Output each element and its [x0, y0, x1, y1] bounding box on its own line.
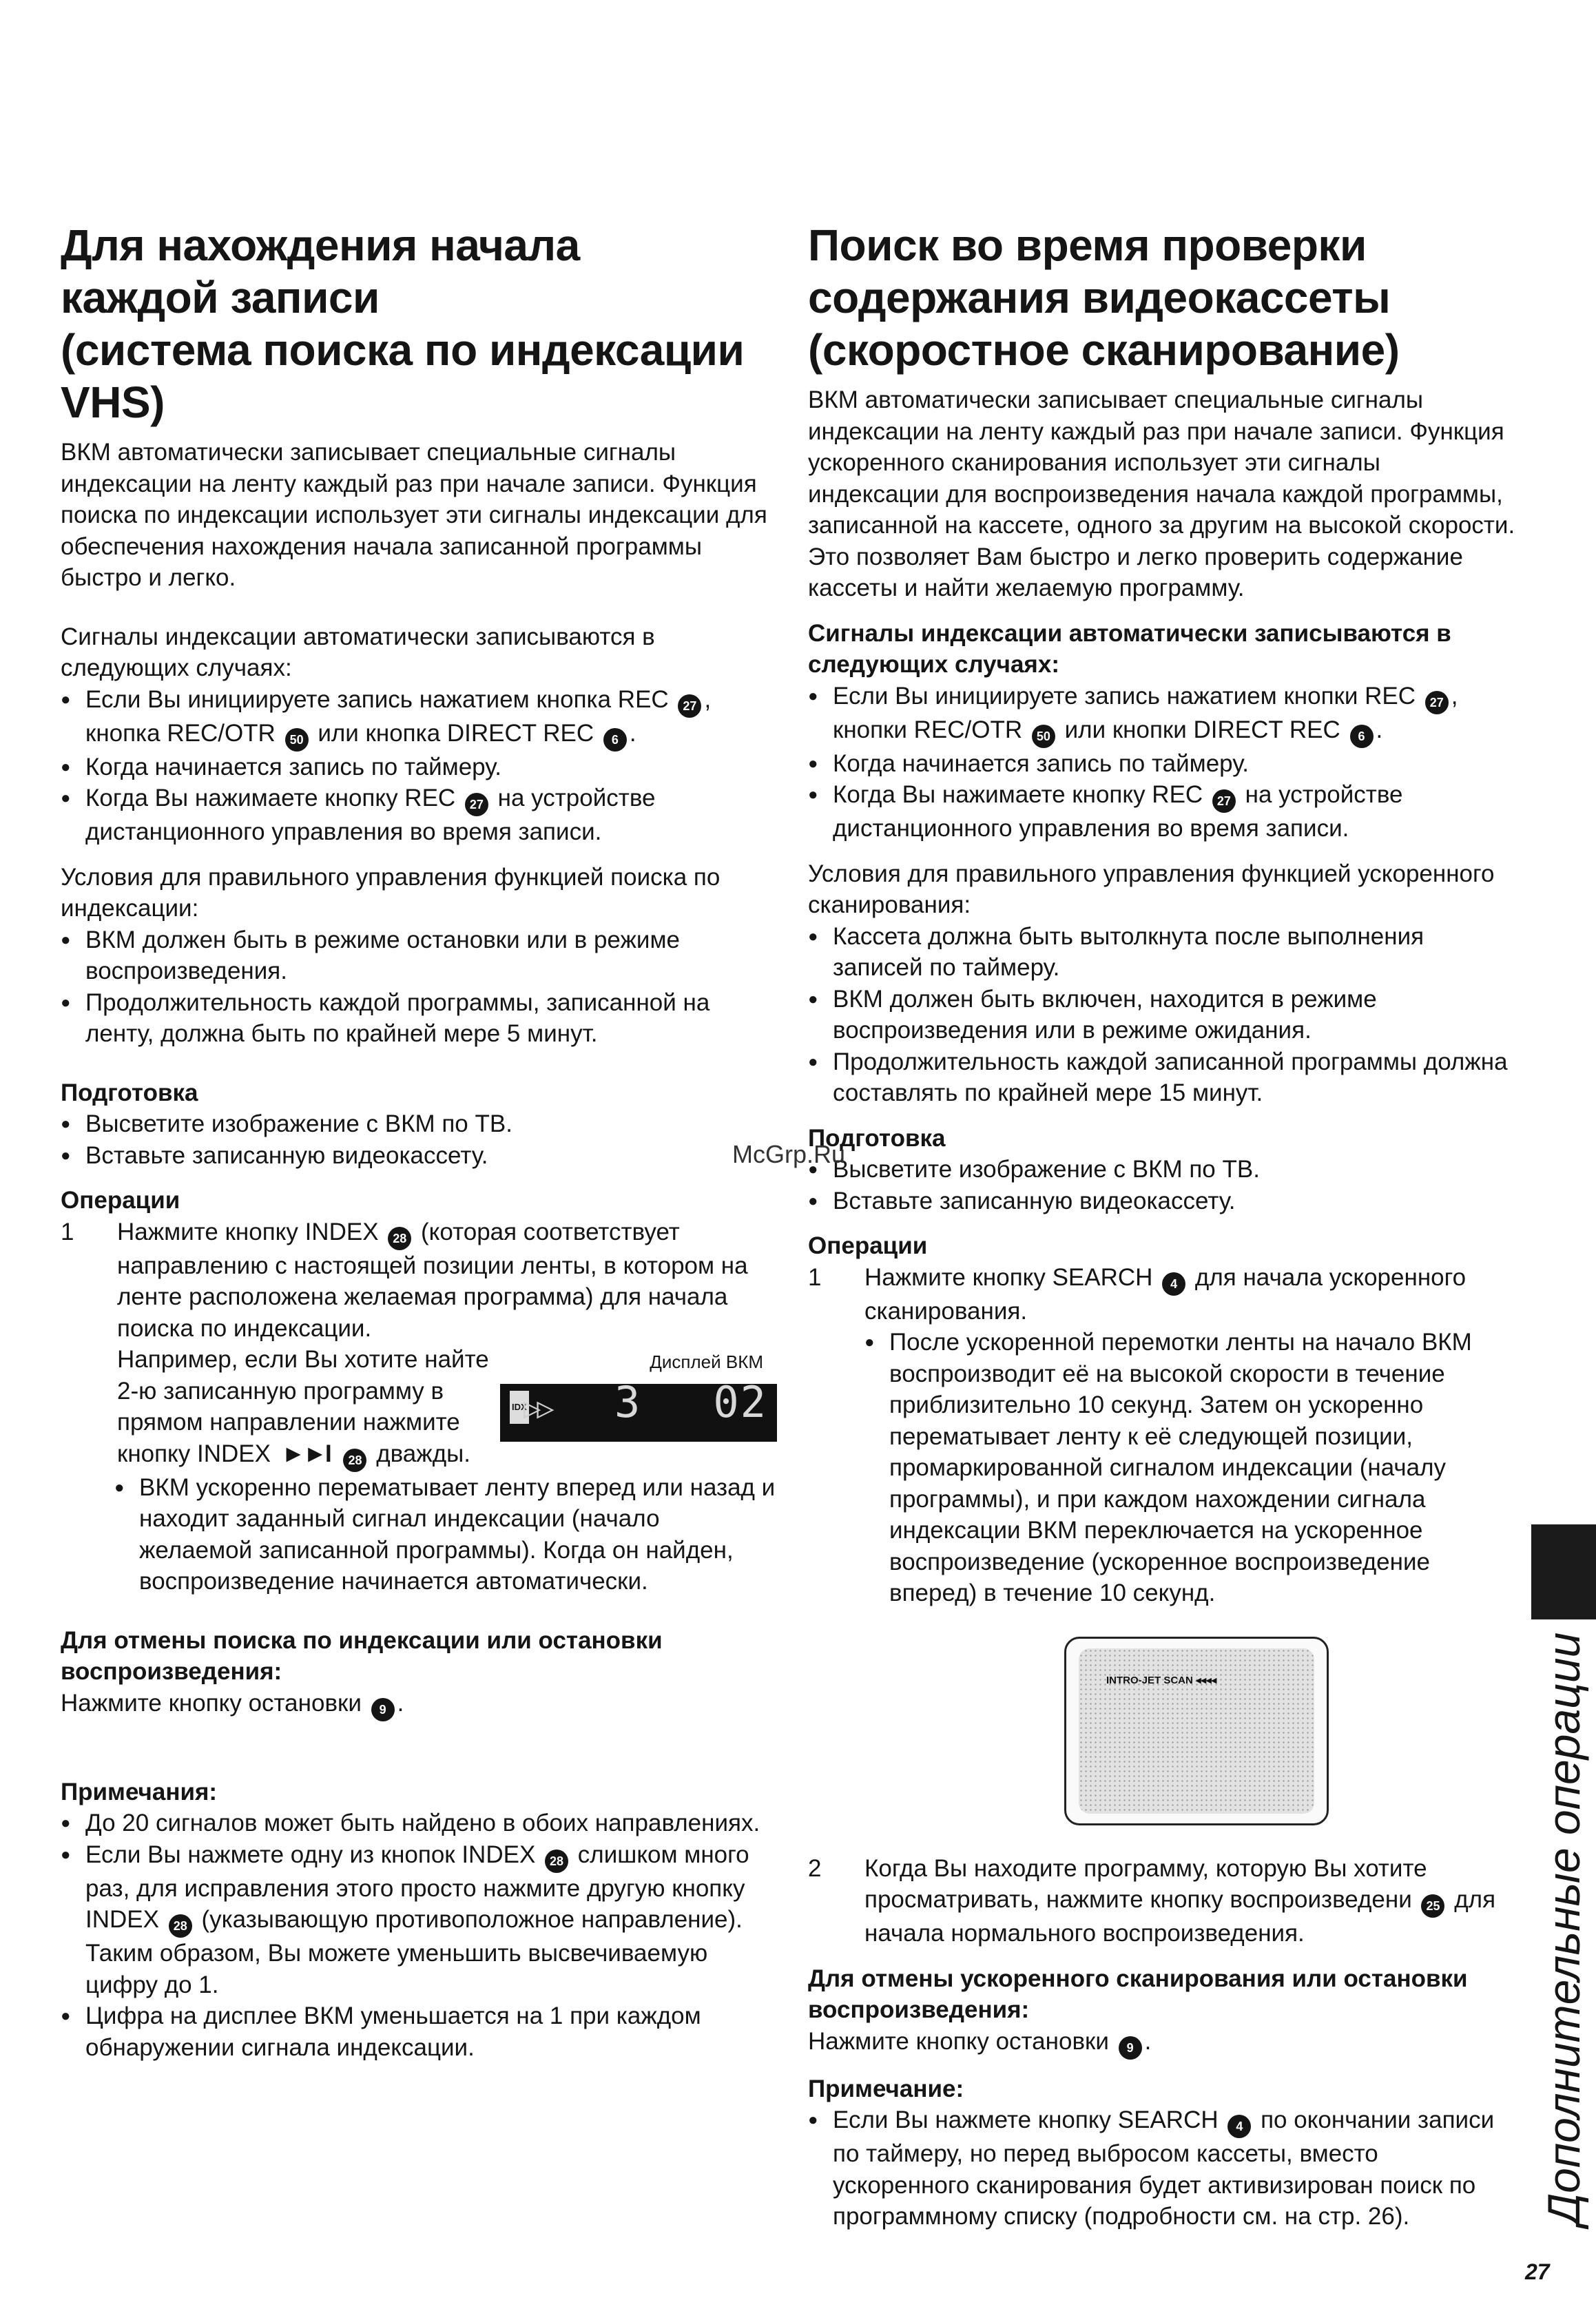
left-column — [61, 219, 777, 2063]
button-marker-icon: 9 — [371, 1698, 395, 1721]
button-marker-icon: 50 — [285, 728, 309, 752]
list-item: ● Высветите изображение с ВКМ по ТВ. — [808, 1154, 1517, 1185]
tv-screen-illustration — [1064, 1637, 1329, 1825]
program-number: 02 — [713, 1377, 767, 1427]
list-item: ● До 20 сигналов может быть найдено в обоих направлениях. — [61, 1808, 777, 1839]
list-item: ● ВКМ должен быть в режиме остановки или в режиме воспроизведения. — [61, 924, 777, 987]
list-item: ● Если Вы инициируете запись нажатием кнопки REC 27 , кнопки REC/OTR 50 или кнопки DIRECT REC 6 . — [808, 681, 1517, 748]
right-ops-heading: Операции — [808, 1232, 928, 1259]
right-intro: ВКМ автоматически записывает специальные сигналы индексации на ленту каждый раз при начале записи. Функция ускоренного сканирования использует эти сигналы индексации для воспроизведения начала каждой программы, записанной на кассете, одного за другим на высокой скорости. Это позволяет Вам быстро и легко проверить содержание кассеты и найти желаемую программу. — [808, 386, 1515, 601]
button-marker-icon: 28 — [343, 1449, 366, 1472]
vcr-display — [500, 1377, 777, 1442]
left-notes-list — [61, 1808, 777, 2063]
left-ops-heading: Операции — [61, 1187, 180, 1214]
list-item: ● Если Вы нажмете кнопку SEARCH 4 по окончании записи по таймеру, но перед выбросом кассеты, вместо ускоренного сканирования будет активизирован поиск по программному списку (подробности см. на стр. 26). — [808, 2104, 1517, 2233]
button-marker-icon: 27 — [678, 694, 701, 718]
right-signals-heading: Сигналы индексации автоматически записываются в следующих случаях: — [808, 619, 1451, 678]
button-marker-icon: 27 — [1212, 789, 1236, 813]
right-signals-list — [808, 681, 1517, 845]
list-item: ● ВКМ должен быть включен, находится в режиме воспроизведения или в режиме ожидания. — [808, 984, 1517, 1046]
right-conditions-intro: Условия для правильного управления функцией ускоренного сканирования: — [808, 860, 1495, 918]
left-signals-list — [61, 684, 777, 848]
watermark: McGrp.Ru — [732, 1140, 846, 1168]
right-step-2: 2 Когда Вы находите программу, которую Вы хотите просматривать, нажмите кнопку воспроизведени 25 для начала нормального воспроизведения. — [808, 1853, 1517, 1949]
button-marker-icon: 25 — [1421, 1894, 1444, 1918]
button-marker-icon: 28 — [388, 1227, 411, 1250]
right-title: Поиск во время проверки содержания видеокассеты (скоростное сканирование) — [808, 220, 1400, 375]
right-conditions-list — [808, 921, 1517, 1109]
list-item: ● Продолжительность каждой программы, записанной на ленту, должна быть по крайней мере 5 минут. — [61, 987, 777, 1050]
right-cancel-text: Нажмите кнопку остановки 9 . — [808, 2026, 1517, 2060]
list-item: ● ВКМ ускоренно перематывает ленту вперед или назад и находит заданный сигнал индексации (начало желаемой записанной программы). Когда он найден, воспроизведение начинается автоматически. — [114, 1472, 777, 1597]
left-conditions-intro: Условия для правильного управления функцией поиска по индексации: — [61, 863, 721, 922]
fast-forward-index-icon: ►►I — [281, 1440, 330, 1467]
step-number: 1 — [61, 1218, 74, 1245]
list-item: ● Цифра на дисплее ВКМ уменьшается на 1 при каждом обнаружении сигнала индексации. — [61, 2000, 777, 2063]
list-item: ● После ускоренной перемотки ленты на начало ВКМ воспроизводит её на высокой скорости в течение приблизительно 10 секунд. Затем он ускоренно перематывает ленту к её следующей позиции, промаркированной сигналом индексации (началу программы), и при каждом нахождении сигнала индексации ВКМ переключается на ускоренное воспроизведение (ускоренное воспроизведение вперед) в течение 10 секунд. — [864, 1327, 1517, 1609]
button-marker-icon: 50 — [1032, 725, 1055, 748]
left-title: Для нахождения начала каждой записи (система поиска по индексации VHS) — [61, 220, 745, 427]
button-marker-icon: 28 — [169, 1914, 192, 1938]
button-marker-icon: 6 — [1350, 725, 1374, 748]
list-item: ● Если Вы нажмете одну из кнопок INDEX 28 слишком много раз, для исправления этого просто нажмите другую кнопку INDEX 28 (указывающую противоположное направление). Таким образом, Вы можете уменьшить высвечиваемую цифру до 1. — [61, 1839, 777, 2001]
button-marker-icon: 9 — [1119, 2036, 1142, 2060]
left-signals-intro: Сигналы индексации автоматически записываются в следующих случаях: — [61, 623, 655, 681]
left-cancel-heading: Для отмены поиска по индексации или остановки воспроизведения: — [61, 1626, 663, 1685]
right-cancel-heading: Для отмены ускоренного сканирования или остановки воспроизведения: — [808, 1965, 1468, 2023]
left-step-1: 1 Нажмите кнопку INDEX 28 (которая соответствует направлению с настоящей позиции ленты, в котором на ленте расположена желаемая программа) для начала поиска по индексации. Дисплей ВКМ IDX ▷▷ 3 02 Например, если Вы хотите найте 2-ю записанную программу в прямом направлении нажмите кнопку INDEX ►►I 28 дважды. ● ВКМ ускоренно перематывает ленту вперед или назад и находит заданный сигнал индексации (начало желаемой записанной программы). Когда он найден, воспроизведение начинается автоматически. — [61, 1216, 777, 1597]
button-marker-icon: 27 — [465, 793, 488, 816]
display-figure: Дисплей ВКМ IDX ▷▷ 3 02 Например, если Вы хотите найте 2-ю записанную программу в прямом направлении нажмите кнопку INDEX ►►I 28 дважды. — [117, 1344, 777, 1472]
right-column — [808, 219, 1517, 2233]
index-count: 3 — [614, 1377, 641, 1427]
list-item: ● Когда начинается запись по таймеру. — [61, 752, 777, 783]
section-side-label: Дополнительные операции — [1538, 1632, 1589, 2226]
left-cancel-text: Нажмите кнопку остановки 9 . — [61, 1688, 777, 1721]
list-item: ● Если Вы инициируете запись нажатием кнопка REC 27 , кнопка REC/OTR 50 или кнопка DIRECT REC 6 . — [61, 684, 777, 752]
right-prep-heading: Подготовка — [808, 1124, 946, 1152]
button-marker-icon: 28 — [545, 1850, 568, 1873]
step-number: 2 — [808, 1854, 822, 1882]
index-indicator: IDX — [510, 1391, 529, 1424]
list-item: ● Вставьте записанную видеокассету. — [808, 1185, 1517, 1217]
display-caption: Дисплей ВКМ — [650, 1351, 763, 1372]
right-note-list — [808, 2104, 1517, 2233]
right-note-heading: Примечание: — [808, 2075, 964, 2102]
left-prep-list — [61, 1108, 777, 1171]
button-marker-icon: 27 — [1425, 691, 1449, 714]
step-number: 1 — [808, 1263, 822, 1291]
right-step-1: 1 Нажмите кнопку SEARCH 4 для начала ускоренного сканирования. ● После ускоренной перемотки ленты на начало ВКМ воспроизводит её на высокой скорости в течение приблизительно 10 секунд. Затем он ускоренно перематывает ленту к её следующей позиции, промаркированной сигналом индексации (началу программы), и при каждом нахождении сигнала индексации ВКМ переключается на ускоренное воспроизведение (ускоренное воспроизведение вперед) в течение 10 секунд. — [808, 1262, 1517, 1609]
left-intro: ВКМ автоматически записывает специальные сигналы индексации на ленту каждый раз при начале записи. Функция поиска по индексации использует эти сигналы индексации для обеспечения нахождения начала записанной программы быстро и легко. — [61, 439, 767, 591]
left-conditions-list — [61, 924, 777, 1050]
list-item: ● Когда Вы нажимаете кнопку REC 27 на устройстве дистанционного управления во время записи. — [61, 783, 777, 848]
list-item: ● Когда начинается запись по таймеру. — [808, 748, 1517, 780]
right-prep-list — [808, 1154, 1517, 1216]
tv-osd-text: INTRO-JET SCAN ◂◂◂◂ — [1106, 1674, 1217, 1686]
list-item: ● Продолжительность каждой записанной программы должна составлять по крайней мере 15 минут. — [808, 1046, 1517, 1109]
page-number: 27 — [1525, 2259, 1550, 2284]
list-item: ● Вставьте записанную видеокассету. — [61, 1140, 777, 1172]
button-marker-icon: 4 — [1162, 1272, 1185, 1296]
list-item: ● Кассета должна быть вытолкнута после выполнения записей по таймеру. — [808, 921, 1517, 984]
button-marker-icon: 4 — [1227, 2115, 1251, 2138]
left-notes-heading: Примечания: — [61, 1778, 218, 1805]
list-item: ● Когда Вы нажимаете кнопку REC 27 на устройстве дистанционного управления во время записи. — [808, 779, 1517, 845]
left-prep-heading: Подготовка — [61, 1079, 198, 1106]
button-marker-icon: 6 — [603, 728, 627, 752]
forward-arrows-icon: ▷▷ — [524, 1391, 550, 1425]
section-tab-marker — [1531, 1524, 1596, 1619]
list-item: ● Высветите изображение с ВКМ по ТВ. — [61, 1108, 777, 1140]
